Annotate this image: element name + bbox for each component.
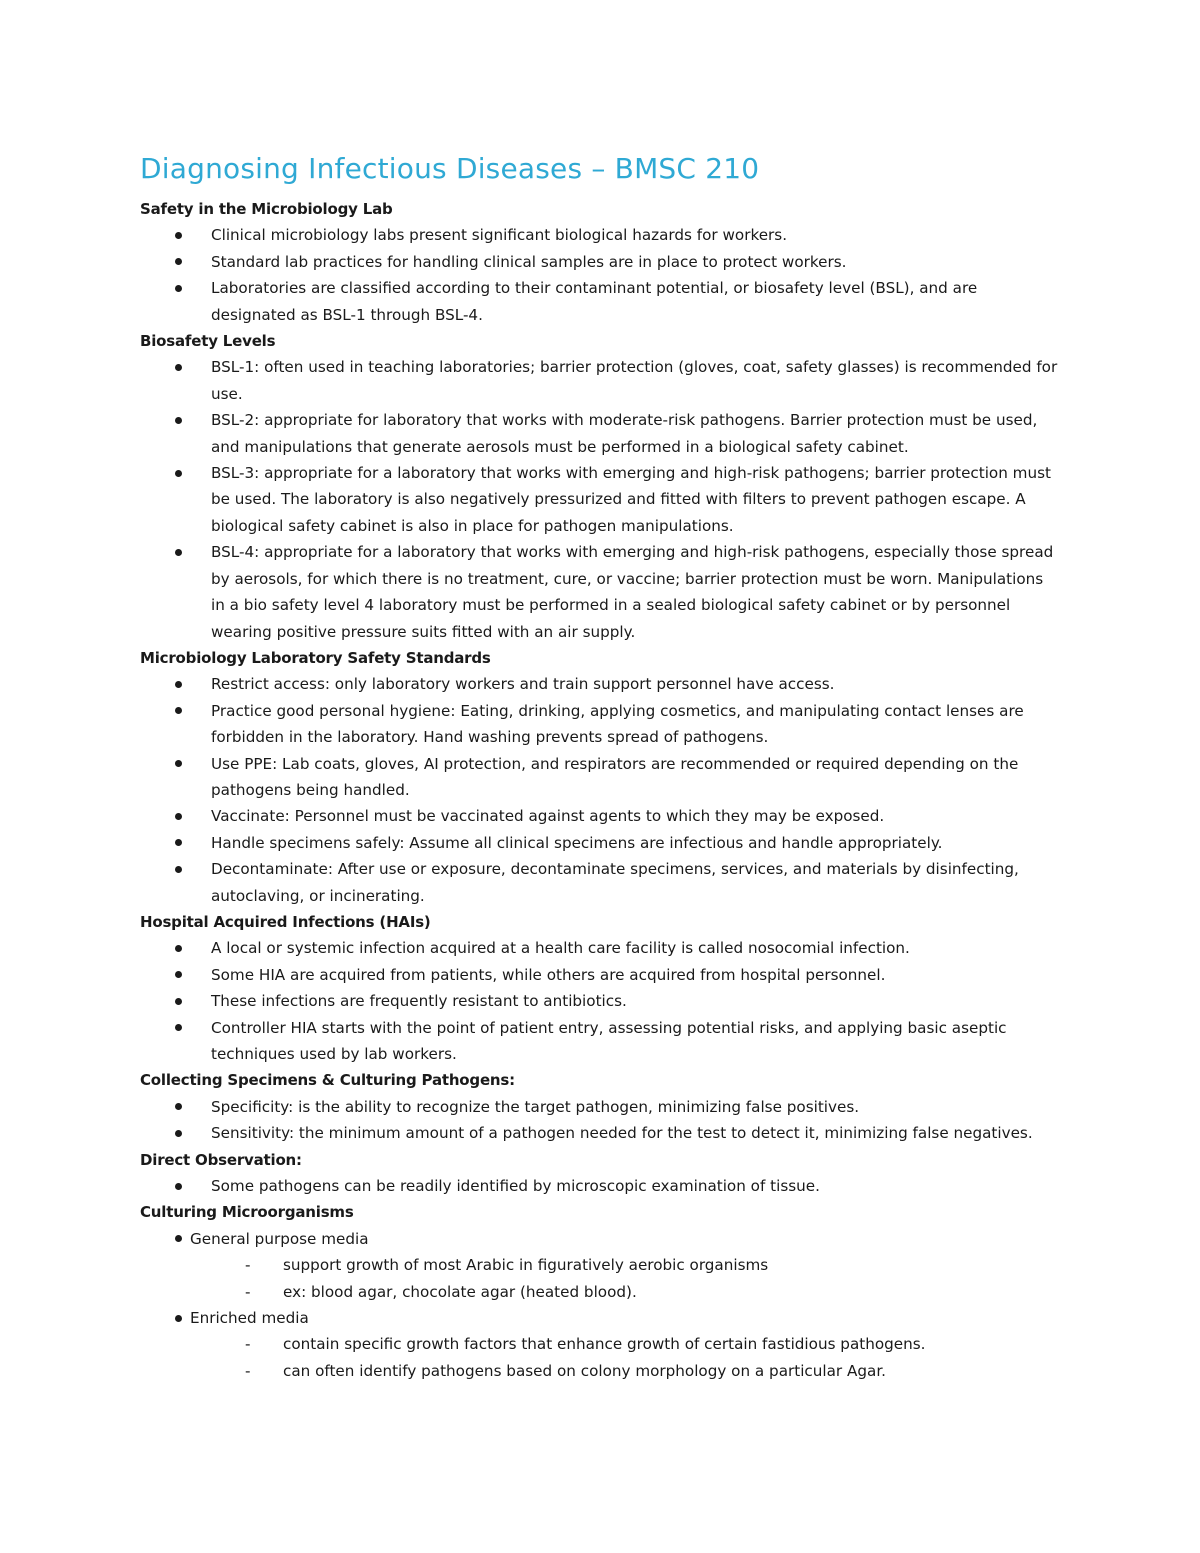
dash-marker: - <box>245 1282 251 1301</box>
bullet-icon <box>175 1024 182 1031</box>
biosafety-list <box>140 354 1060 644</box>
hai-list <box>140 935 1060 1067</box>
list-item: Clinical microbiology labs present significant biological hazards for workers. <box>140 222 1060 248</box>
sub-list-item: - ex: blood agar, chocolate agar (heated blood). <box>140 1279 1060 1305</box>
section-heading-direct: Direct Observation: <box>140 1150 302 1169</box>
section-heading-safety: Safety in the Microbiology Lab <box>140 200 393 218</box>
bullet-icon <box>175 707 182 714</box>
bullet-icon <box>175 258 182 265</box>
list-item: Specificity: is the ability to recognize the target pathogen, minimizing false positives. <box>140 1094 1060 1120</box>
list-item: Controller HIA starts with the point of patient entry, assessing potential risks, and applying basic aseptic techniques used by lab workers. <box>140 1015 1060 1068</box>
bullet-icon <box>175 866 182 873</box>
sub-list-item: - can often identify pathogens based on colony morphology on a particular Agar. <box>140 1358 1060 1384</box>
document-body <box>140 196 1060 1384</box>
bullet-icon <box>175 417 182 424</box>
direct-list <box>140 1173 1060 1199</box>
page-title: Diagnosing Infectious Diseases – BMSC 210 <box>140 152 760 185</box>
list-item: Some pathogens can be readily identified by microscopic examination of tissue. <box>140 1173 1060 1199</box>
bullet-icon <box>175 549 182 556</box>
bullet-icon <box>175 364 182 371</box>
section-heading-culturing: Culturing Microorganisms <box>140 1203 354 1222</box>
list-item: Restrict access: only laboratory workers and train support personnel have access. <box>140 671 1060 697</box>
safety-list <box>140 222 1060 328</box>
section-heading-standards: Microbiology Laboratory Safety Standards <box>140 648 491 667</box>
media-item-enriched: Enriched media <box>140 1305 1060 1331</box>
bullet-icon <box>175 839 182 846</box>
bullet-icon <box>175 681 182 688</box>
list-item: BSL-1: often used in teaching laboratories; barrier protection (gloves, coat, safety glasses) is recommended for use. <box>140 354 1060 407</box>
bullet-icon <box>175 285 182 292</box>
list-item: BSL-3: appropriate for a laboratory that works with emerging and high-risk pathogens; barrier protection must be used. The laboratory is also negatively pressurized and fitted with filters to prevent pathogen escape. A biological safety cabinet is also in place for pathogen manipulations. <box>140 460 1060 539</box>
bullet-icon <box>175 1130 182 1137</box>
bullet-icon <box>175 1315 182 1322</box>
section-heading-biosafety: Biosafety Levels <box>140 332 276 351</box>
bullet-icon <box>175 760 182 767</box>
list-item: Vaccinate: Personnel must be vaccinated against agents to which they may be exposed. <box>140 803 1060 829</box>
list-item: Laboratories are classified according to their contaminant potential, or biosafety level (BSL), and are designated as BSL-1 through BSL-4. <box>140 275 1060 328</box>
list-item: Use PPE: Lab coats, gloves, AI protection, and respirators are recommended or required depending on the pathogens being handled. <box>140 751 1060 804</box>
media-item-general: General purpose media <box>140 1226 1060 1252</box>
sub-list-item: - contain specific growth factors that enhance growth of certain fastidious pathogens. <box>140 1331 1060 1357</box>
list-item: Handle specimens safely: Assume all clinical specimens are infectious and handle appropriately. <box>140 830 1060 856</box>
section-heading-collecting: Collecting Specimens & Culturing Pathogens: <box>140 1071 515 1090</box>
bullet-icon <box>175 1103 182 1110</box>
list-item: Practice good personal hygiene: Eating, drinking, applying cosmetics, and manipulating contact lenses are forbidden in the laboratory. Hand washing prevents spread of pathogens. <box>140 698 1060 751</box>
bullet-icon <box>175 1183 182 1190</box>
list-item: A local or systemic infection acquired at a health care facility is called nosocomial infection. <box>140 935 1060 961</box>
bullet-icon <box>175 232 182 239</box>
bullet-icon <box>175 971 182 978</box>
dash-marker: - <box>245 1256 251 1275</box>
list-item: BSL-2: appropriate for laboratory that works with moderate-risk pathogens. Barrier protection must be used, and manipulations that generate aerosols must be performed in a biological safety cabinet. <box>140 407 1060 460</box>
bullet-icon <box>175 998 182 1005</box>
list-item: Standard lab practices for handling clinical samples are in place to protect workers. <box>140 249 1060 275</box>
list-item: These infections are frequently resistant to antibiotics. <box>140 988 1060 1014</box>
sub-list-item: - support growth of most Arabic in figuratively aerobic organisms <box>140 1252 1060 1278</box>
bullet-icon <box>175 945 182 952</box>
collecting-list <box>140 1094 1060 1147</box>
list-item: BSL-4: appropriate for a laboratory that works with emerging and high-risk pathogens, especially those spread by aerosols, for which there is no treatment, cure, or vaccine; barrier protection must be worn. Manipulations in a bio safety level 4 laboratory must be performed in a sealed biological safety cabinet or by personnel wearing positive pressure suits fitted with an air supply. <box>140 539 1060 645</box>
list-item: Decontaminate: After use or exposure, decontaminate specimens, services, and materials by disinfecting, autoclaving, or incinerating. <box>140 856 1060 909</box>
section-heading-hai: Hospital Acquired Infections (HAIs) <box>140 912 431 931</box>
dash-marker: - <box>245 1335 251 1354</box>
dash-marker: - <box>245 1361 251 1380</box>
bullet-icon <box>175 813 182 820</box>
bullet-icon <box>175 470 182 477</box>
standards-list <box>140 671 1060 909</box>
list-item: Sensitivity: the minimum amount of a pathogen needed for the test to detect it, minimizing false negatives. <box>140 1120 1060 1146</box>
list-item: Some HIA are acquired from patients, while others are acquired from hospital personnel. <box>140 962 1060 988</box>
